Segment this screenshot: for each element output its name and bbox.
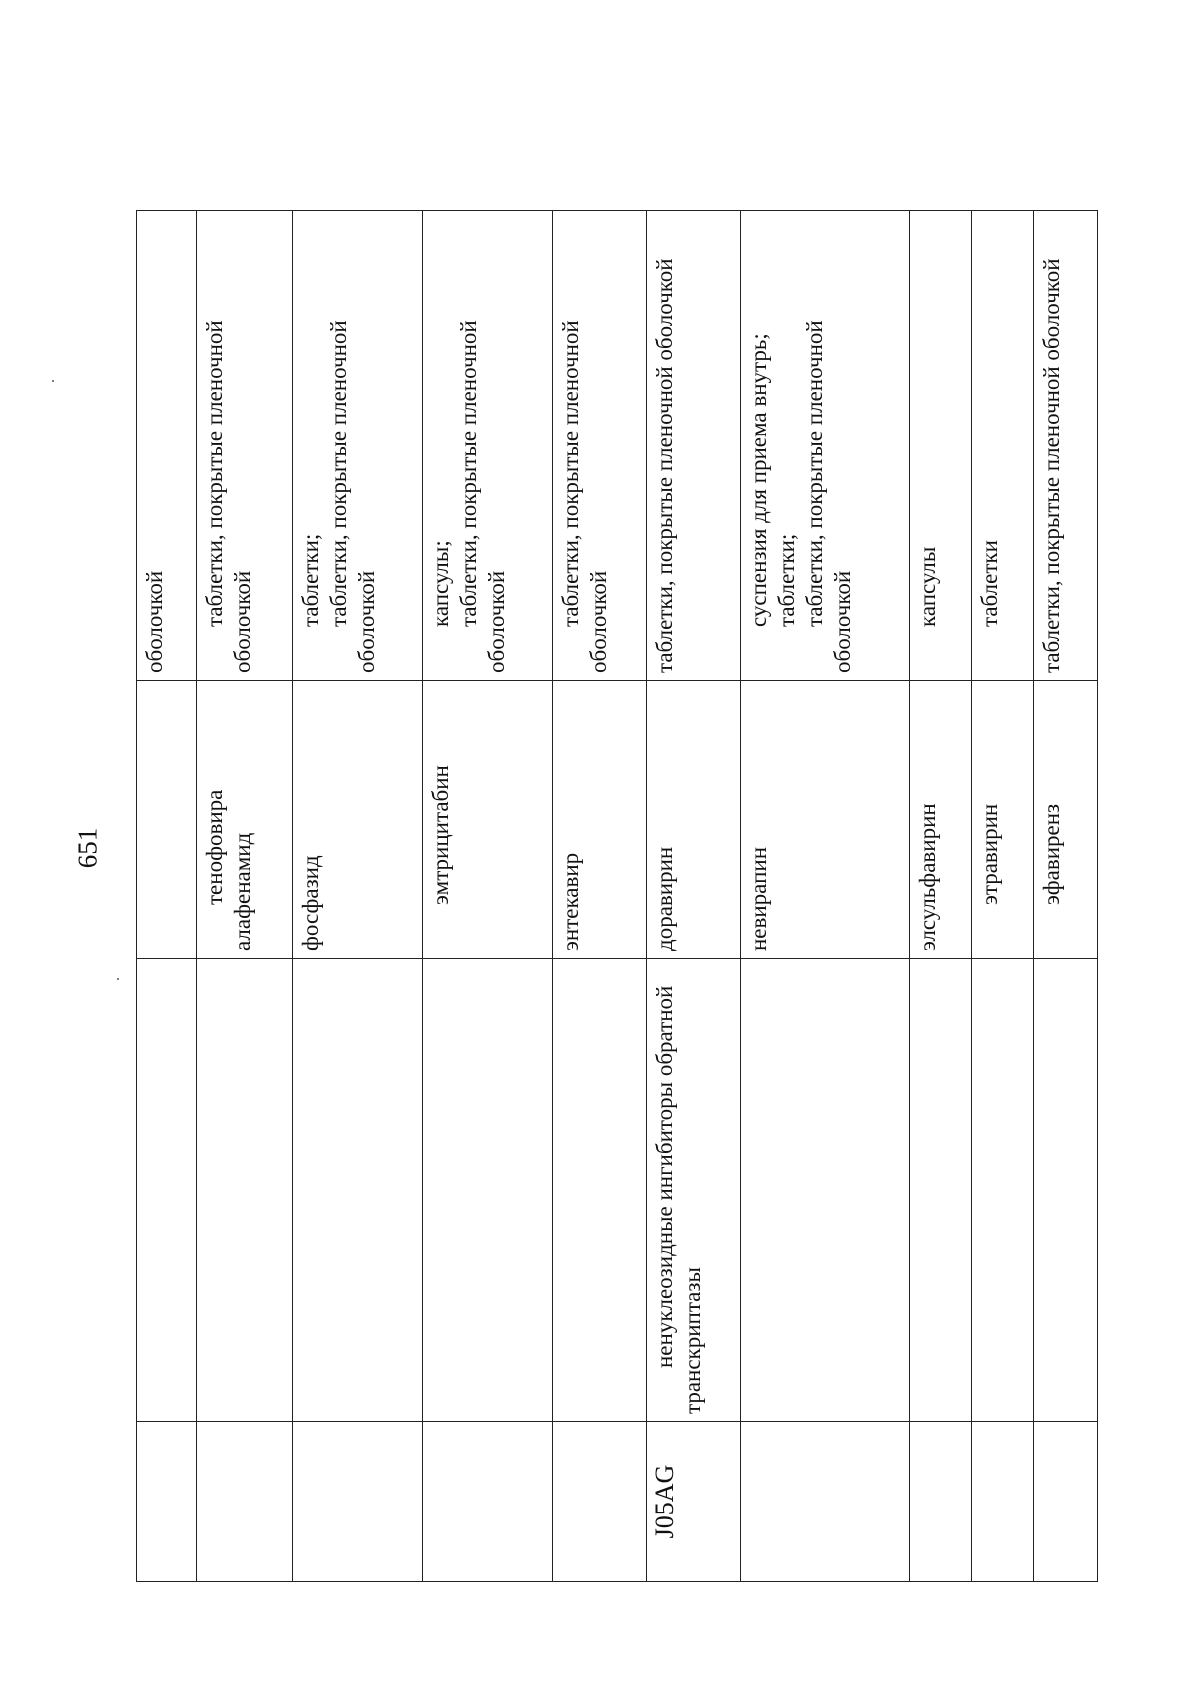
drug-name-cell xyxy=(137,681,197,959)
atc-code-cell xyxy=(292,1422,422,1582)
table-row xyxy=(196,211,292,1582)
drug-list-table-rotated xyxy=(136,211,1098,1582)
group-cell xyxy=(1033,959,1097,1422)
dosage-form-cell xyxy=(741,211,910,681)
dosage-form-cell xyxy=(423,211,553,681)
page-number: 651 xyxy=(72,827,103,869)
group-cell xyxy=(741,959,910,1422)
dosage-form-line: таблетки, покрытые пленочной оболочкой xyxy=(456,320,510,673)
drug-name-cell: эфавиренз xyxy=(1033,681,1097,959)
drug-name-cell: фосфазид xyxy=(292,681,422,959)
dosage-form-cell xyxy=(971,211,1033,681)
dosage-form-line: таблетки, покрытые пленочной оболочкой xyxy=(652,258,678,673)
table-row xyxy=(647,211,741,1582)
dosage-form-line: таблетки; xyxy=(774,533,800,627)
dosage-form-cell xyxy=(910,211,972,681)
dosage-form-line: суспензия для приема внутрь; xyxy=(746,333,772,627)
dosage-form-line: таблетки; xyxy=(297,533,323,627)
dosage-form-cell xyxy=(137,211,197,681)
table-row xyxy=(1033,211,1097,1582)
group-cell xyxy=(292,959,422,1422)
atc-code-cell xyxy=(910,1422,972,1582)
table-row xyxy=(137,211,197,1582)
dosage-form-cell xyxy=(553,211,647,681)
group-cell: ненуклеозидные ингибиторы обратной транскриптазы xyxy=(647,959,741,1422)
table-row xyxy=(971,211,1033,1582)
group-cell xyxy=(137,959,197,1422)
atc-code-cell xyxy=(741,1422,910,1582)
table-row xyxy=(910,211,972,1582)
drug-name-cell: невирапин xyxy=(741,681,910,959)
scan-speck xyxy=(117,978,119,980)
dosage-form-line: таблетки, покрытые пленочной оболочкой xyxy=(802,320,856,673)
dosage-form-line: таблетки, покрытые пленочной оболочкой xyxy=(558,320,612,673)
group-cell xyxy=(971,959,1033,1422)
table-row xyxy=(553,211,647,1582)
dosage-form-line: таблетки, покрытые пленочной оболочкой xyxy=(1038,258,1064,673)
dosage-form-line: таблетки xyxy=(976,540,1002,627)
table-row xyxy=(292,211,422,1582)
dosage-form-cell xyxy=(292,211,422,681)
table-row xyxy=(741,211,910,1582)
dosage-form-cell xyxy=(1033,211,1097,681)
atc-code-cell xyxy=(971,1422,1033,1582)
drug-name-cell: тенофовира алафенамид xyxy=(196,681,292,959)
group-cell xyxy=(423,959,553,1422)
drug-list-table xyxy=(136,210,1098,1582)
group-cell xyxy=(553,959,647,1422)
drug-name-cell: энтекавир xyxy=(553,681,647,959)
dosage-form-line: оболочкой xyxy=(142,570,167,673)
atc-code-cell xyxy=(1033,1422,1097,1582)
atc-code-cell xyxy=(553,1422,647,1582)
dosage-form-line: таблетки, покрытые пленочной оболочкой xyxy=(201,320,255,673)
group-cell xyxy=(910,959,972,1422)
group-cell xyxy=(196,959,292,1422)
dosage-form-line: таблетки, покрытые пленочной оболочкой xyxy=(325,320,379,673)
scan-speck xyxy=(52,380,54,382)
dosage-form-cell xyxy=(196,211,292,681)
atc-code-cell xyxy=(196,1422,292,1582)
dosage-form-cell xyxy=(647,211,741,681)
dosage-form-line: капсулы xyxy=(915,546,941,627)
drug-name-cell: элсульфавирин xyxy=(910,681,972,959)
drug-name-cell: этравирин xyxy=(971,681,1033,959)
atc-code-cell xyxy=(137,1422,197,1582)
atc-code-cell: J05AG xyxy=(647,1422,741,1582)
drug-name-cell: эмтрицитабин xyxy=(423,681,553,959)
drug-name-cell: доравирин xyxy=(647,681,741,959)
dosage-form-line: капсулы; xyxy=(428,540,454,627)
atc-code-cell xyxy=(423,1422,553,1582)
table-row xyxy=(423,211,553,1582)
